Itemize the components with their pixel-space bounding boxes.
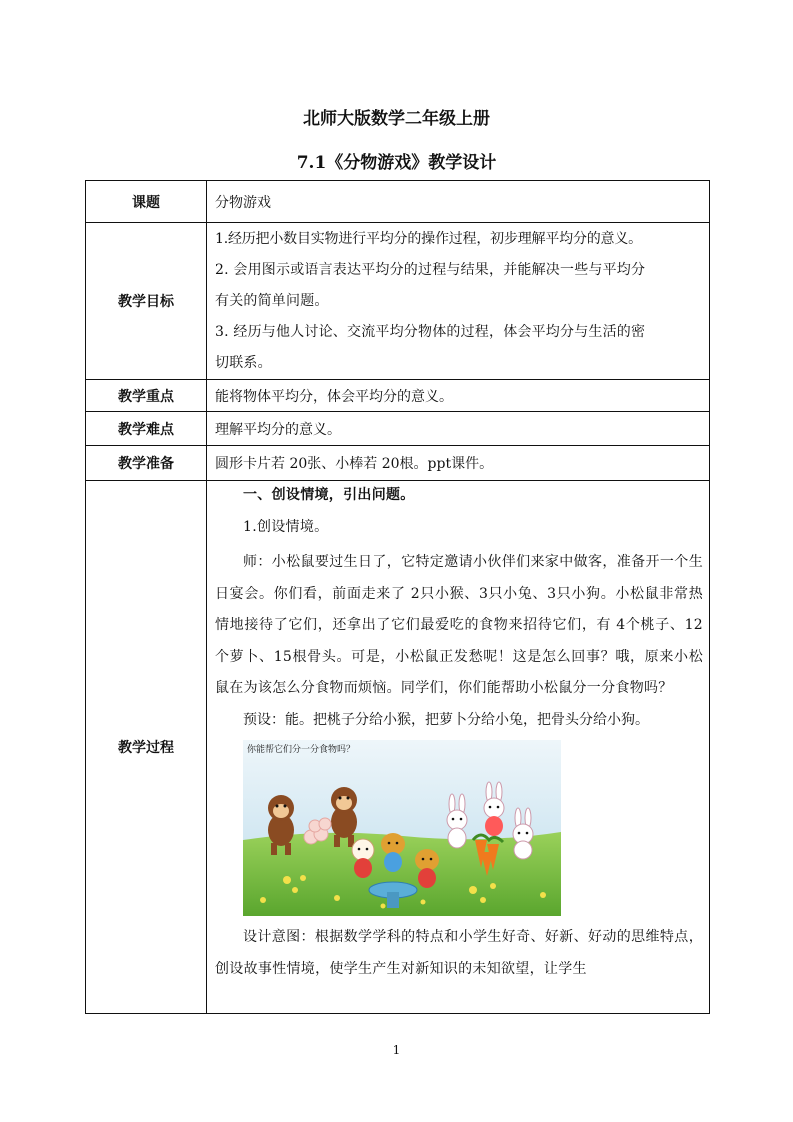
- label-process: 教学过程: [86, 481, 207, 1014]
- label-preparation: 教学准备: [86, 446, 207, 481]
- row-key-points: [86, 380, 710, 412]
- value-topic: 分物游戏: [207, 181, 710, 223]
- dog-left: [352, 839, 374, 878]
- section-heading: 一、创设情境，引出问题。: [243, 487, 415, 503]
- objective-line: 切联系。: [215, 354, 272, 371]
- food-sharing-illustration: [243, 740, 561, 916]
- label-topic: 课题: [86, 181, 207, 223]
- teacher-paragraph: 师：小松鼠要过生日了，它特定邀请小伙伴们来家中做客，准备开一个生日宴会。你们看，前面走来了 2只小猴、3只小兔、3只小狗。小松鼠非常热情地接待了它们，还拿出了它们最爱吃的食物来招待它们，有 4个桃子、12个萝卜、15根骨头。可是，小松鼠正发愁呢！这是怎么回事？哦，原来小松鼠在为该怎么分食物而烦恼。同学们，你们能帮助小松鼠分一分食物吗？: [215, 554, 703, 696]
- row-preparation: [86, 446, 710, 481]
- label-key-points: 教学重点: [86, 380, 207, 412]
- objective-line: 1.经历把小数目实物进行平均分的操作过程，初步理解平均分的意义。: [215, 230, 642, 247]
- page-number: 1: [392, 1043, 401, 1057]
- document-subtitle: 7.1《分物游戏》教学设计: [296, 153, 497, 173]
- objective-line: 有关的简单问题。: [215, 292, 329, 309]
- sub-heading: 1.创设情境。: [243, 518, 329, 535]
- value-preparation: 圆形卡片若 20张、小棒若 20根。ppt课件。: [207, 446, 710, 481]
- row-process: [86, 481, 710, 1014]
- value-difficulties: 理解平均分的意义。: [207, 412, 710, 446]
- row-objectives: [86, 223, 710, 380]
- lesson-plan-table: [85, 180, 710, 1014]
- label-objectives: 教学目标: [86, 223, 207, 380]
- image-caption: 你能帮它们分一分食物吗？: [247, 745, 356, 755]
- preset-paragraph: 预设：能。把桃子分给小猴，把萝卜分给小兔，把骨头分给小狗。: [243, 711, 649, 728]
- design-intent-paragraph: 设计意图：根据数学学科的特点和小学生好奇、好新、好动的思维特点，创设故事性情境，使学生产生对新知识的未知欲望，让学生: [215, 929, 703, 977]
- row-topic: [86, 181, 710, 223]
- value-process: [207, 481, 710, 1014]
- monkey-right: [331, 787, 357, 847]
- objective-line: 3. 经历与他人讨论、交流平均分物体的过程，体会平均分与生活的密: [215, 323, 646, 340]
- label-difficulties: 教学难点: [86, 412, 207, 446]
- monkey-left: [268, 795, 294, 855]
- value-key-points: 能将物体平均分，体会平均分的意义。: [207, 380, 710, 412]
- objective-line: 2. 会用图示或语言表达平均分的过程与结果，并能解决一些与平均分: [215, 261, 646, 278]
- row-difficulties: [86, 412, 710, 446]
- document-title: 北师大版数学二年级上册: [303, 109, 490, 129]
- value-objectives: [207, 223, 710, 380]
